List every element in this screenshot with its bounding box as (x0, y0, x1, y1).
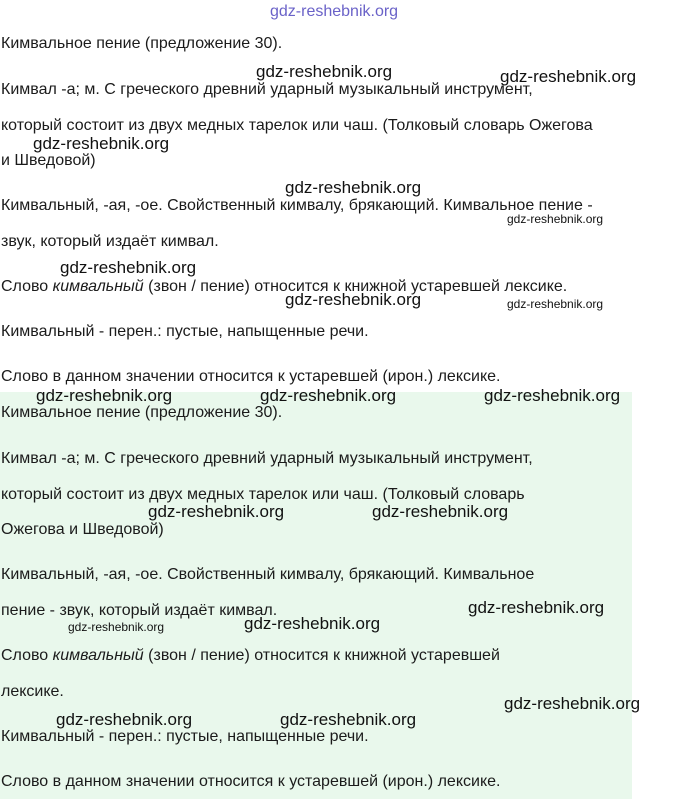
b1-line-7-start: Слово (1, 278, 53, 295)
watermark: gdz-reshebnik.org (285, 290, 422, 309)
watermark: gdz-reshebnik.org (507, 212, 604, 226)
watermark: gdz-reshebnik.org (468, 598, 605, 617)
b1-line-8: Кимвальный - перен.: пустые, напыщенные речи. (1, 323, 369, 340)
watermark: gdz-reshebnik.org (36, 386, 173, 405)
watermark: gdz-reshebnik.org (484, 386, 621, 405)
b2-line-4: Ожегова и Шведовой) (1, 521, 164, 538)
watermark: gdz-reshebnik.org (60, 258, 197, 277)
watermark: gdz-reshebnik.org (372, 502, 509, 521)
watermark: gdz-reshebnik.org (68, 620, 165, 634)
b1-line-1: Кимвальное пение (предложение 30). (1, 35, 283, 52)
b1-line-7-italic: кимвальный (52, 278, 144, 295)
b1-line-7-end: (звон / пение) относится к книжной устаревшей лексике. (143, 278, 568, 295)
watermark: gdz-reshebnik.org (280, 710, 417, 729)
b2-line-2: Кимвал -а; м. С греческого древний ударный музыкальный инструмент, (1, 450, 533, 467)
b1-line-9: Слово в данном значении относится к устаревшей (ирон.) лексике. (1, 368, 501, 385)
watermark-link[interactable]: gdz-reshebnik.org (270, 3, 399, 20)
b2-line-7-italic: кимвальный (52, 647, 144, 664)
b1-line-3: который состоит из двух медных тарелок или чаш. (Толковый словарь Ожегова (1, 117, 593, 134)
b2-line-10: Слово в данном значении относится к устаревшей (ирон.) лексике. (1, 773, 501, 790)
b2-line-7-end: (звон / пение) относится к книжной устаревшей (143, 647, 500, 664)
watermark: gdz-reshebnik.org (33, 134, 170, 153)
b1-line-5: Кимвальный, -ая, -ое. Свойственный кимвалу, брякающий. Кимвальное пение - (1, 197, 593, 214)
b1-line-6: звук, который издаёт кимвал. (1, 233, 219, 250)
watermark: gdz-reshebnik.org (256, 62, 393, 81)
b2-line-6: пение - звук, который издаёт кимвал. (1, 602, 278, 619)
b1-line-4: и Шведовой) (1, 152, 96, 169)
b2-line-5: Кимвальный, -ая, -ое. Свойственный кимвалу, брякающий. Кимвальное (1, 566, 535, 583)
b2-line-7 (1, 646, 500, 666)
watermark: gdz-reshebnik.org (56, 710, 193, 729)
watermark: gdz-reshebnik.org (507, 297, 604, 311)
watermark: gdz-reshebnik.org (148, 502, 285, 521)
b1-line-2: Кимвал -а; м. С греческого древний ударный музыкальный инструмент, (1, 81, 533, 98)
b2-line-9: Кимвальный - перен.: пустые, напыщенные речи. (1, 728, 369, 745)
watermark: gdz-reshebnik.org (500, 67, 637, 86)
b2-line-8: лексике. (1, 683, 64, 700)
b2-line-3: который состоит из двух медных тарелок или чаш. (Толковый словарь (1, 486, 525, 503)
watermark: gdz-reshebnik.org (244, 614, 381, 633)
watermark: gdz-reshebnik.org (504, 694, 641, 713)
b2-line-1: Кимвальное пение (предложение 30). (1, 404, 283, 421)
watermark: gdz-reshebnik.org (260, 386, 397, 405)
b2-line-7-start: Слово (1, 647, 53, 664)
watermark: gdz-reshebnik.org (285, 178, 422, 197)
